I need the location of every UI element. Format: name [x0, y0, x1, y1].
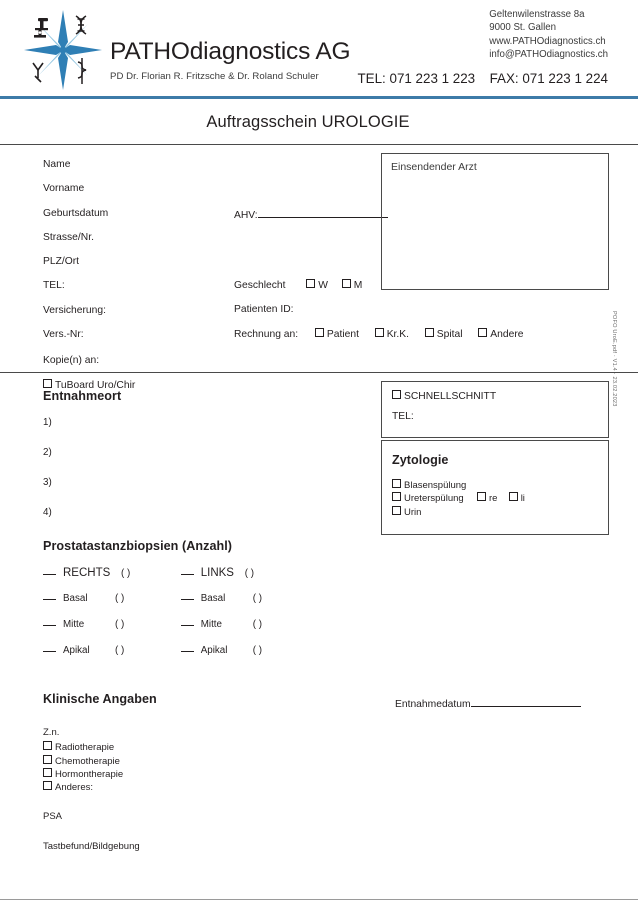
biopsy-block: [43, 539, 316, 671]
checkbox-rechnung-patient[interactable]: [315, 328, 359, 341]
ureter-li-label: li: [520, 493, 525, 505]
biopsy-grid: [43, 567, 316, 671]
field-vers-nr: Vers.-Nr:: [43, 329, 84, 341]
biopsy-count-blank[interactable]: [43, 625, 56, 626]
brand-block: [110, 40, 350, 82]
page-header: [0, 0, 638, 96]
anderes-label: Anderes:: [55, 782, 94, 794]
biopsy-cell-right[interactable]: [181, 593, 316, 604]
zytologie-heading: Zytologie: [392, 453, 449, 467]
checkbox-anderes[interactable]: [43, 781, 123, 794]
contact-email: info@PATHOdiagnostics.ch: [489, 48, 608, 60]
biopsy-count-blank[interactable]: [181, 625, 194, 626]
checkbox-icon[interactable]: [43, 768, 52, 777]
biopsy-count-blank[interactable]: [43, 599, 56, 600]
schnellschnitt-tel-label[interactable]: TEL:: [392, 411, 414, 422]
bottom-divider: [0, 899, 638, 900]
table-row: [43, 593, 316, 619]
entnahmedatum-field[interactable]: [395, 695, 581, 710]
biopsy-paren[interactable]: ( ): [252, 645, 262, 656]
title-band: [0, 99, 638, 145]
field-tel: TEL:: [43, 280, 65, 292]
rechnung-row: [234, 328, 524, 352]
zytologie-box: [381, 440, 609, 535]
biopsy-cell-right[interactable]: [181, 567, 316, 579]
checkbox-icon[interactable]: [392, 479, 401, 488]
checkbox-icon[interactable]: [306, 279, 315, 288]
checkbox-rechnung-andere[interactable]: [478, 328, 523, 341]
entnahmedatum-label: Entnahmedatum: [395, 699, 471, 710]
biopsy-paren[interactable]: ( ): [115, 619, 125, 630]
checkbox-icon[interactable]: [43, 755, 52, 764]
sampling-section: [0, 373, 638, 686]
tastbefund-label[interactable]: Tastbefund/Bildgebung: [43, 841, 140, 852]
biopsy-heading: Prostatastanzbiopsien (Anzahl): [43, 539, 233, 553]
checkbox-rechnung-krk[interactable]: [375, 328, 409, 341]
hormontherapie-label: Hormontherapie: [55, 768, 124, 780]
geschlecht-label: Geschlecht: [234, 280, 286, 291]
ureter-re-label: re: [488, 493, 498, 505]
contact-fax: FAX: 071 223 1 224: [489, 71, 608, 86]
checkbox-tuboard-label: TuBoard Uro/Chir: [55, 379, 136, 391]
rechnung-krk-label: Kr.K.: [386, 328, 410, 340]
sender-doctor-box[interactable]: [381, 153, 609, 290]
entnahmeort-heading: Entnahmeort: [43, 389, 122, 403]
entnahmeort-item[interactable]: 2): [43, 447, 52, 458]
checkbox-icon[interactable]: [392, 506, 401, 515]
checkbox-icon[interactable]: [392, 390, 401, 399]
contact-block: [489, 8, 608, 61]
checkbox-icon[interactable]: [392, 492, 401, 501]
document-version-id: POFO UroE.pdf · V1.4 · 23.02.2023: [611, 311, 617, 407]
contact-street: Geltenwilenstrasse 8a: [489, 9, 585, 20]
biopsy-cell-right[interactable]: [181, 619, 316, 630]
field-strasse: Strasse/Nr.: [43, 231, 94, 243]
radiotherapie-label: Radiotherapie: [55, 742, 115, 754]
biopsy-label-basal-left: Basal: [63, 593, 88, 604]
table-row: [43, 619, 316, 645]
patienten-id-row: [234, 303, 524, 327]
checkbox-icon[interactable]: [478, 328, 487, 337]
ureterspuelung-row: [392, 492, 608, 505]
urin-label: Urin: [404, 506, 422, 518]
geschlecht-w-label: W: [318, 280, 328, 291]
phone-fax-line: [358, 71, 609, 86]
biopsy-count-blank[interactable]: [43, 574, 56, 575]
schnellschnitt-box: [381, 381, 609, 438]
checkbox-icon[interactable]: [509, 492, 518, 501]
patienten-id-label: Patienten ID:: [234, 304, 294, 316]
biopsy-count-blank[interactable]: [181, 651, 194, 652]
psa-label[interactable]: PSA: [43, 811, 63, 822]
checkbox-ureter-re[interactable]: [477, 492, 497, 505]
contact-city: 9000 St. Gallen: [489, 22, 557, 34]
checkbox-icon[interactable]: [477, 492, 486, 501]
sender-doctor-label: Einsendender Arzt: [391, 161, 477, 173]
biopsy-paren[interactable]: ( ): [252, 593, 262, 604]
chemotherapie-label: Chemotherapie: [55, 755, 120, 767]
entnahmeort-item[interactable]: 1): [43, 417, 52, 428]
checkbox-icon[interactable]: [43, 741, 52, 750]
biopsy-paren[interactable]: ( ): [115, 593, 125, 604]
checkbox-ureterspuelung[interactable]: [392, 492, 464, 505]
schnellschnitt-label: SCHNELLSCHNITT: [404, 391, 497, 402]
patient-field-labels: [43, 158, 135, 403]
zn-label: Z.n.: [43, 727, 60, 738]
biopsy-label-apikal-left: Apikal: [63, 645, 90, 656]
field-geburtsdatum: Geburtsdatum: [43, 207, 109, 219]
biopsy-label-rechts: RECHTS: [63, 567, 111, 579]
biopsy-paren[interactable]: ( ): [244, 568, 254, 579]
checkbox-blasenspuelung[interactable]: [392, 479, 608, 492]
biopsy-cell-left[interactable]: [43, 619, 178, 630]
entnahmeort-item[interactable]: 4): [43, 507, 52, 518]
biopsy-cell-right[interactable]: [181, 645, 316, 656]
biopsy-count-blank[interactable]: [181, 599, 194, 600]
checkbox-radiotherapie[interactable]: [43, 741, 123, 754]
ahv-label: AHV:: [234, 210, 258, 221]
contact-tel: TEL: 071 223 1 223: [357, 71, 476, 86]
field-vorname: Vorname: [43, 183, 85, 195]
biopsy-paren[interactable]: ( ): [115, 645, 125, 656]
checkbox-icon[interactable]: [315, 328, 324, 337]
checkbox-icon[interactable]: [342, 279, 351, 288]
biopsy-cell-left[interactable]: [43, 645, 178, 656]
biopsy-cell-left[interactable]: [43, 567, 178, 579]
field-plz-ort: PLZ/Ort: [43, 256, 80, 268]
biopsy-paren[interactable]: ( ): [121, 568, 131, 579]
checkbox-icon[interactable]: [425, 328, 434, 337]
page-title: Auftragsschein UROLOGIE: [206, 113, 410, 131]
biopsy-paren[interactable]: ( ): [252, 619, 262, 630]
field-kopien-an: Kopie(n) an:: [43, 355, 100, 367]
table-row: [43, 567, 316, 593]
checkbox-hormontherapie[interactable]: [43, 768, 123, 781]
clinical-section: [0, 686, 638, 862]
checkbox-icon[interactable]: [375, 328, 384, 337]
checkbox-urin[interactable]: [392, 506, 608, 519]
company-logo-icon: [18, 6, 108, 94]
ureterspuelung-label: Ureterspülung: [404, 493, 464, 505]
checkbox-icon[interactable]: [43, 781, 52, 790]
entnahmeort-item[interactable]: 3): [43, 477, 52, 488]
company-doctors: PD Dr. Florian R. Fritzsche & Dr. Roland Schuler: [110, 70, 319, 82]
field-name: Name: [43, 159, 71, 170]
biopsy-count-blank[interactable]: [181, 574, 194, 575]
biopsy-label-basal-right: Basal: [200, 593, 226, 604]
contact-website: www.PATHOdiagnostics.ch: [489, 35, 606, 47]
entnahmeort-list: [43, 417, 121, 537]
table-row: [43, 645, 316, 671]
biopsy-cell-left[interactable]: [43, 593, 178, 604]
rechnung-label: Rechnung an:: [234, 328, 299, 340]
checkbox-rechnung-spital[interactable]: [425, 328, 463, 341]
rechnung-patient-label: Patient: [326, 328, 359, 340]
checkbox-geschlecht-m[interactable]: [342, 279, 363, 292]
zn-block: [43, 726, 123, 794]
checkbox-chemotherapie[interactable]: [43, 755, 123, 768]
geschlecht-m-label: M: [353, 280, 363, 291]
clinical-heading: Klinische Angaben: [43, 692, 157, 706]
checkbox-ureter-li[interactable]: [509, 492, 525, 505]
rechnung-spital-label: Spital: [436, 328, 463, 340]
blasenspuelung-label: Blasenspülung: [404, 480, 467, 491]
checkbox-geschlecht-w[interactable]: [306, 279, 328, 292]
field-versicherung: Versicherung:: [43, 304, 106, 316]
ahv-field[interactable]: [234, 206, 388, 221]
company-name: PATHOdiagnostics AG: [110, 38, 351, 65]
biopsy-label-mitte-left: Mitte: [63, 619, 85, 630]
biopsy-label-links: LINKS: [200, 567, 234, 579]
biopsy-label-apikal-right: Apikal: [200, 645, 228, 656]
zytologie-options: [392, 479, 608, 519]
checkbox-schnellschnitt[interactable]: [392, 390, 608, 402]
entnahmeort-block: [43, 389, 121, 537]
rechnung-andere-label: Andere: [490, 328, 524, 340]
biopsy-count-blank[interactable]: [43, 651, 56, 652]
biopsy-label-mitte-right: Mitte: [200, 619, 222, 630]
